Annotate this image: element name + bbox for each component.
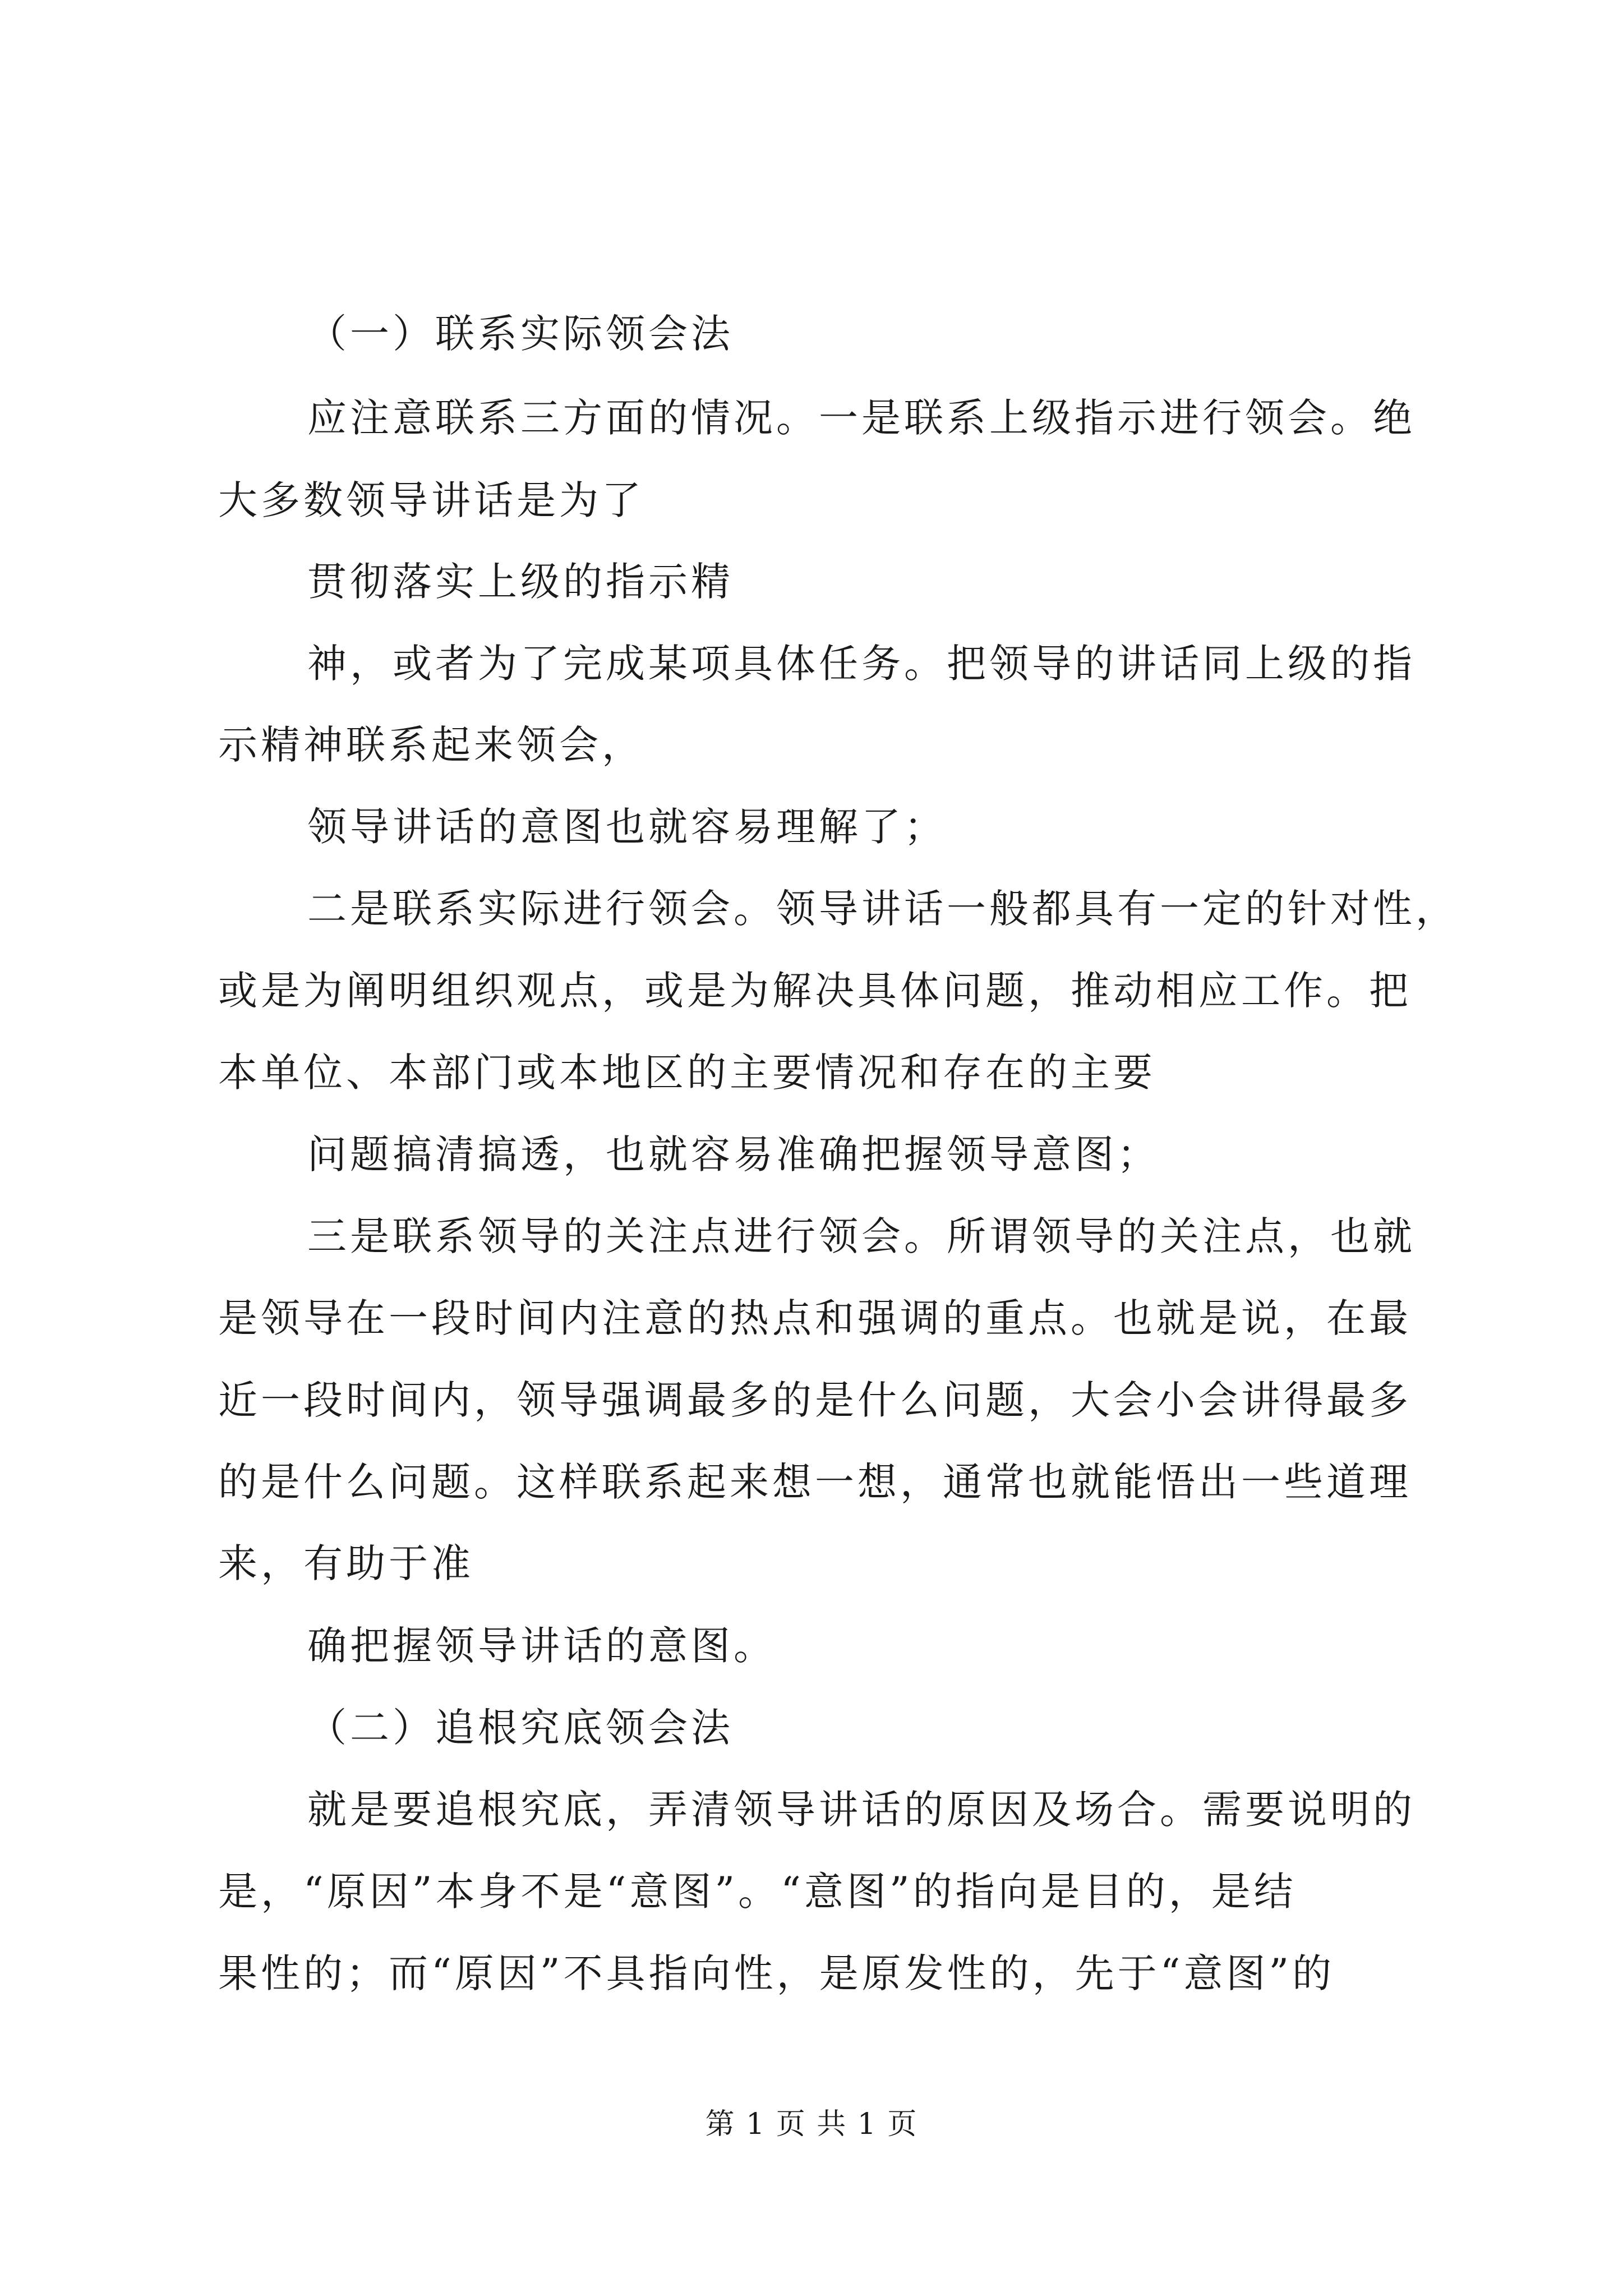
paragraph-line: 是领导在一段时间内注意的热点和强调的重点。也就是说，在最: [218, 1295, 1412, 1341]
paragraph-line: 或是为阐明组织观点，或是为解决具体问题，推动相应工作。把: [218, 968, 1412, 1014]
paragraph-line: 二是联系实际进行领会。领导讲话一般都具有一定的针对性，: [307, 886, 1458, 932]
paragraph-line: 的是什么问题。这样联系起来想一想，通常也就能悟出一些道理: [218, 1459, 1412, 1505]
paragraph-line: 示精神联系起来领会，: [218, 722, 644, 768]
paragraph-line: 贯彻落实上级的指示精: [307, 559, 734, 605]
paragraph-line: 神，或者为了完成某项具体任务。把领导的讲话同上级的指: [307, 641, 1415, 687]
paragraph-line: 问题搞清搞透，也就容易准确把握领导意图；: [307, 1131, 1160, 1177]
paragraph-line: 是，“原因”本身不是“意图”。“意图”的指向是目的，是结: [218, 1869, 1297, 1915]
paragraph-line: 大多数领导讲话是为了: [218, 477, 644, 523]
paragraph-line: 确把握领导讲话的意图。: [307, 1623, 776, 1669]
paragraph-line: 就是要追根究底，弄清领导讲话的原因及场合。需要说明的: [307, 1787, 1415, 1833]
section-heading-1: （一）联系实际领会法: [307, 311, 734, 357]
paragraph-line: 领导讲话的意图也就容易理解了；: [307, 804, 947, 850]
page-footer: 第 1 页 共 1 页: [705, 2108, 918, 2141]
paragraph-line: 来，有助于准: [218, 1540, 474, 1586]
paragraph-line: 三是联系领导的关注点进行领会。所谓领导的关注点，也就: [307, 1213, 1415, 1259]
paragraph-line: 近一段时间内，领导强调最多的是什么问题，大会小会讲得最多: [218, 1377, 1412, 1423]
paragraph-line: 果性的；而“原因”不具指向性，是原发性的，先于“意图”的: [218, 1950, 1335, 1996]
section-heading-2: （二）追根究底领会法: [307, 1705, 734, 1751]
paragraph-line: 应注意联系三方面的情况。一是联系上级指示进行领会。绝: [307, 395, 1415, 441]
paragraph-line: 本单位、本部门或本地区的主要情况和存在的主要: [218, 1050, 1156, 1096]
